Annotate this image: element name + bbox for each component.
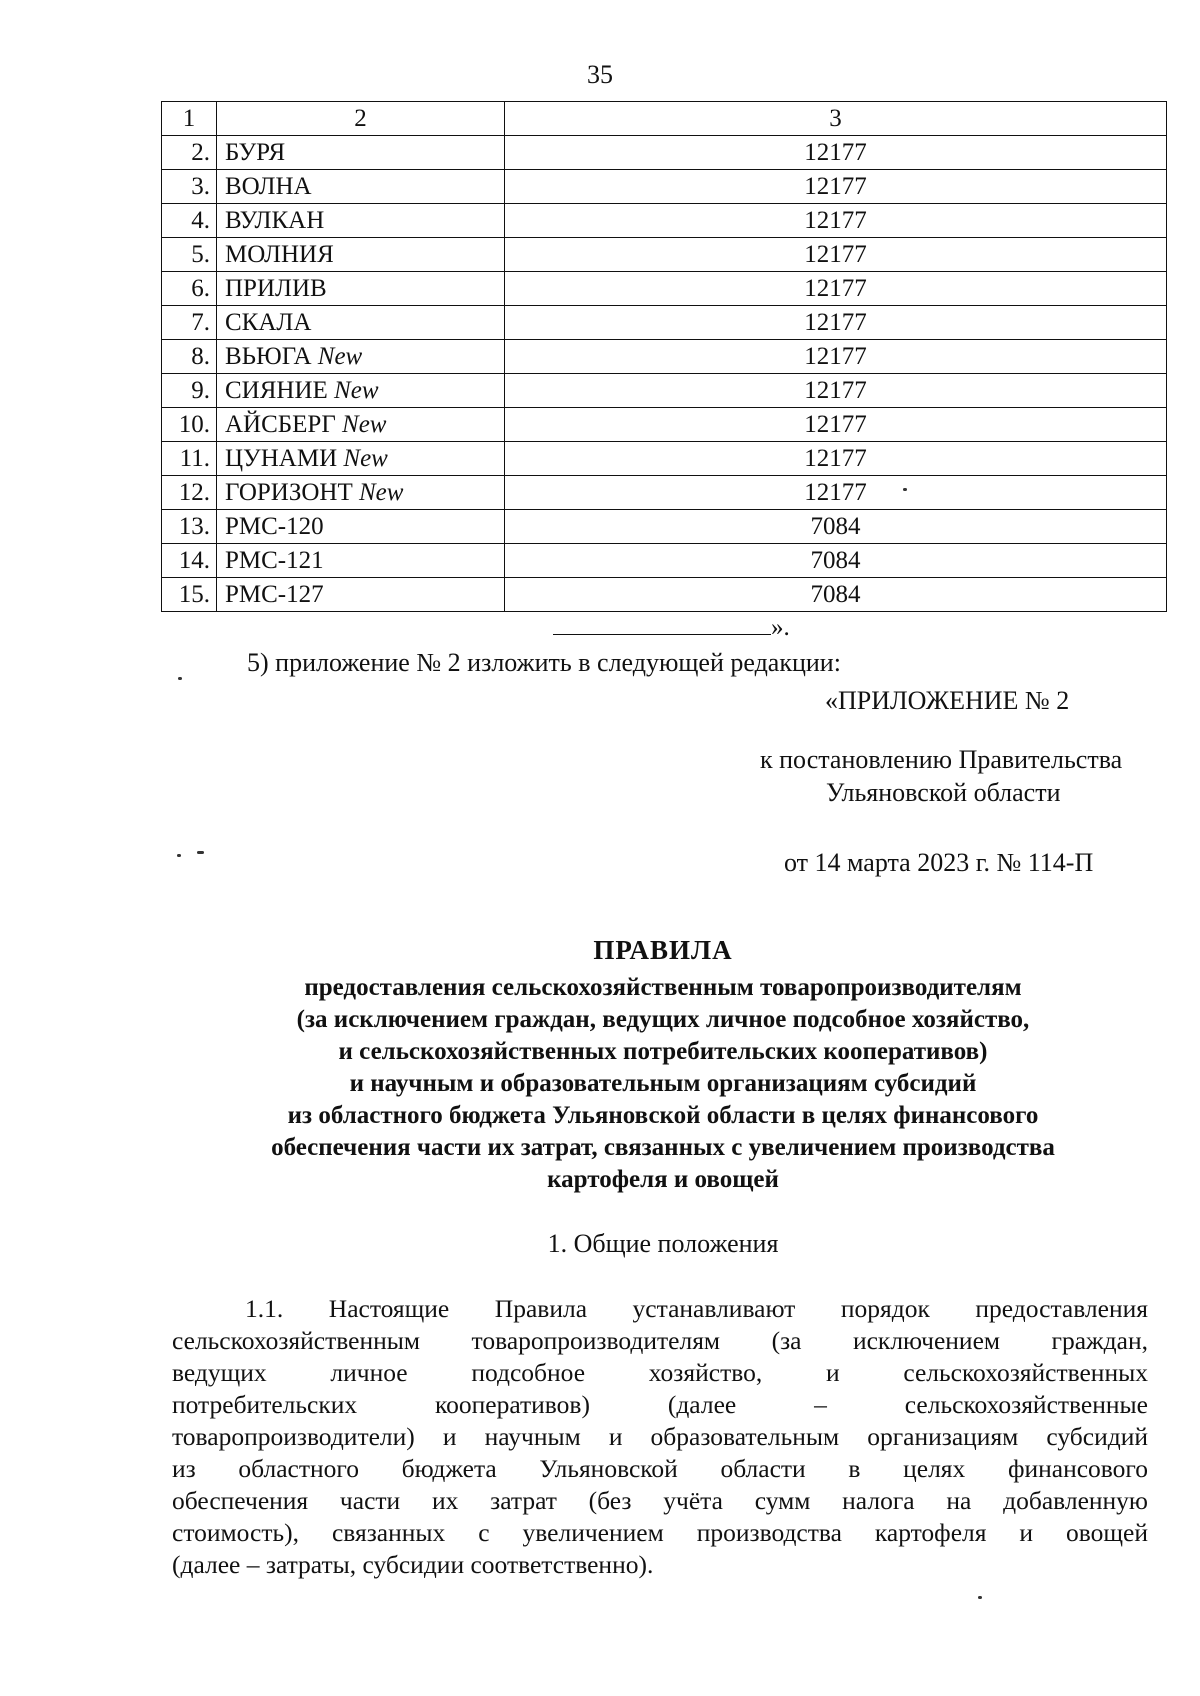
row-number: 12. — [162, 476, 217, 510]
value-cell: 12177 — [505, 238, 1167, 272]
variety-name-cell — [217, 442, 505, 476]
variety-name-cell — [217, 238, 505, 272]
variety-name: БУРЯ — [225, 138, 286, 166]
value-cell: 12177 — [505, 306, 1167, 340]
value-cell: 12177 — [505, 340, 1167, 374]
variety-suffix: New — [334, 376, 379, 404]
variety-name-cell — [217, 544, 505, 578]
variety-name-cell — [217, 136, 505, 170]
table-row — [162, 272, 1167, 306]
variety-name: АЙСБЕРГ — [225, 410, 336, 438]
appendix-ref-line: к постановлению Правительства — [760, 745, 1123, 774]
subtitle-line: и научным и образовательным организациям субсидий — [349, 1070, 977, 1097]
subtitle-line: из областного бюджета Ульяновской области в целях финансового — [287, 1102, 1039, 1129]
scan-speck — [978, 1596, 982, 1599]
appendix-ref-line: Ульяновской области — [826, 778, 1061, 807]
table-row — [162, 578, 1167, 612]
variety-name: РМС-121 — [225, 546, 324, 574]
value-cell: 12177 — [505, 170, 1167, 204]
scan-speck — [903, 488, 907, 491]
table-row — [162, 238, 1167, 272]
row-number: 14. — [162, 544, 217, 578]
paragraph-line: из областного бюджета Ульяновской области в целях финансового — [172, 1454, 1148, 1483]
paragraph-line: ведущих личное подсобное хозяйство, и сельскохозяйственных — [172, 1358, 1148, 1387]
variety-name-cell — [217, 408, 505, 442]
variety-suffix: New — [343, 444, 388, 472]
row-number: 13. — [162, 510, 217, 544]
row-number: 8. — [162, 340, 217, 374]
variety-name-cell — [217, 476, 505, 510]
variety-suffix: New — [317, 342, 363, 370]
variety-name: РМС-127 — [225, 580, 324, 608]
table-header-cell: 3 — [505, 102, 1167, 136]
row-number: 15. — [162, 578, 217, 612]
row-number: 9. — [162, 374, 217, 408]
value-cell: 12177 — [505, 136, 1167, 170]
value-cell: 12177 — [505, 374, 1167, 408]
row-number: 4. — [162, 204, 217, 238]
variety-name: ВЬЮГА — [225, 342, 312, 370]
scan-speck — [178, 677, 182, 680]
variety-table — [161, 101, 1167, 612]
scan-speck — [177, 854, 181, 857]
subtitle-line: и сельскохозяйственных потребительских кооперативов) — [338, 1038, 988, 1065]
variety-name: ЦУНАМИ — [225, 444, 338, 472]
paragraph-line: стоимость), связанных с увеличением производства картофеля и овощей — [172, 1518, 1148, 1547]
variety-name-cell — [217, 578, 505, 612]
value-cell: 12177 — [505, 442, 1167, 476]
variety-name-cell — [217, 170, 505, 204]
variety-name-cell — [217, 272, 505, 306]
scan-speck — [197, 851, 204, 854]
table-row — [162, 170, 1167, 204]
table-row — [162, 136, 1167, 170]
variety-suffix: New — [342, 410, 387, 438]
appendix-date: от 14 марта 2023 г. № 114-П — [784, 848, 1094, 877]
table-row — [162, 442, 1167, 476]
table-row — [162, 544, 1167, 578]
appendix-title: «ПРИЛОЖЕНИЕ № 2 — [825, 686, 1070, 715]
row-number: 5. — [162, 238, 217, 272]
row-number: 7. — [162, 306, 217, 340]
variety-name-cell — [217, 510, 505, 544]
value-cell: 7084 — [505, 578, 1167, 612]
table-row — [162, 408, 1167, 442]
subtitle-line: (за исключением граждан, ведущих личное подсобное хозяйство, — [296, 1006, 1030, 1033]
section-heading: 1. Общие положения — [547, 1229, 779, 1258]
table-row — [162, 306, 1167, 340]
item-5-text: 5) приложение № 2 изложить в следующей редакции: — [247, 648, 841, 677]
paragraph-line: 1.1. Настоящие Правила устанавливают порядок предоставления — [245, 1294, 1148, 1323]
variety-name: СИЯНИЕ — [225, 376, 328, 404]
doc-title: ПРАВИЛА — [593, 935, 733, 965]
variety-suffix: New — [359, 478, 404, 506]
row-number: 2. — [162, 136, 217, 170]
table-body — [162, 102, 1167, 612]
value-cell: 7084 — [505, 510, 1167, 544]
paragraph-line: сельскохозяйственным товаропроизводителям (за исключением граждан, — [172, 1326, 1148, 1355]
table-header-cell: 2 — [217, 102, 505, 136]
variety-name-cell — [217, 374, 505, 408]
paragraph-line: потребительских кооперативов) (далее – сельскохозяйственные — [172, 1390, 1148, 1419]
doc-subtitle — [160, 972, 1166, 1196]
variety-name: ПРИЛИВ — [225, 274, 327, 302]
value-cell: 12177 — [505, 408, 1167, 442]
row-number: 11. — [162, 442, 217, 476]
variety-name-cell — [217, 204, 505, 238]
paragraph-line: обеспечения части их затрат (без учёта сумм налога на добавленную — [172, 1486, 1148, 1515]
table-header-row — [162, 102, 1167, 136]
table-row — [162, 476, 1167, 510]
value-cell: 7084 — [505, 544, 1167, 578]
subtitle-line: обеспечения части их затрат, связанных с увеличением производства — [271, 1134, 1055, 1161]
table-row — [162, 340, 1167, 374]
closing-quote: ». — [771, 614, 790, 641]
row-number: 3. — [162, 170, 217, 204]
table-row — [162, 374, 1167, 408]
variety-name-cell — [217, 340, 505, 374]
variety-name: СКАЛА — [225, 308, 312, 336]
row-number: 10. — [162, 408, 217, 442]
closing-mark — [553, 612, 790, 642]
variety-name: МОЛНИЯ — [225, 240, 334, 268]
variety-name: ВУЛКАН — [225, 206, 325, 234]
subtitle-line: предоставления сельскохозяйственным товаропроизводителям — [304, 974, 1022, 1001]
body-paragraph — [172, 1293, 1148, 1581]
signature-line — [553, 612, 771, 635]
variety-name: ВОЛНА — [225, 172, 312, 200]
variety-name-cell — [217, 306, 505, 340]
table-row — [162, 204, 1167, 238]
page-number: 35 — [587, 60, 613, 89]
table-header-cell: 1 — [162, 102, 217, 136]
variety-name: ГОРИЗОНТ — [225, 478, 353, 506]
table-row — [162, 510, 1167, 544]
value-cell: 12177 — [505, 272, 1167, 306]
value-cell: 12177 — [505, 204, 1167, 238]
variety-name: РМС-120 — [225, 512, 324, 540]
paragraph-line: (далее – затраты, субсидии соответственно). — [172, 1550, 654, 1579]
row-number: 6. — [162, 272, 217, 306]
paragraph-line: товаропроизводители) и научным и образовательным организациям субсидий — [172, 1422, 1148, 1451]
subtitle-line: картофеля и овощей — [547, 1166, 779, 1193]
value-cell: 12177 — [505, 476, 1167, 510]
